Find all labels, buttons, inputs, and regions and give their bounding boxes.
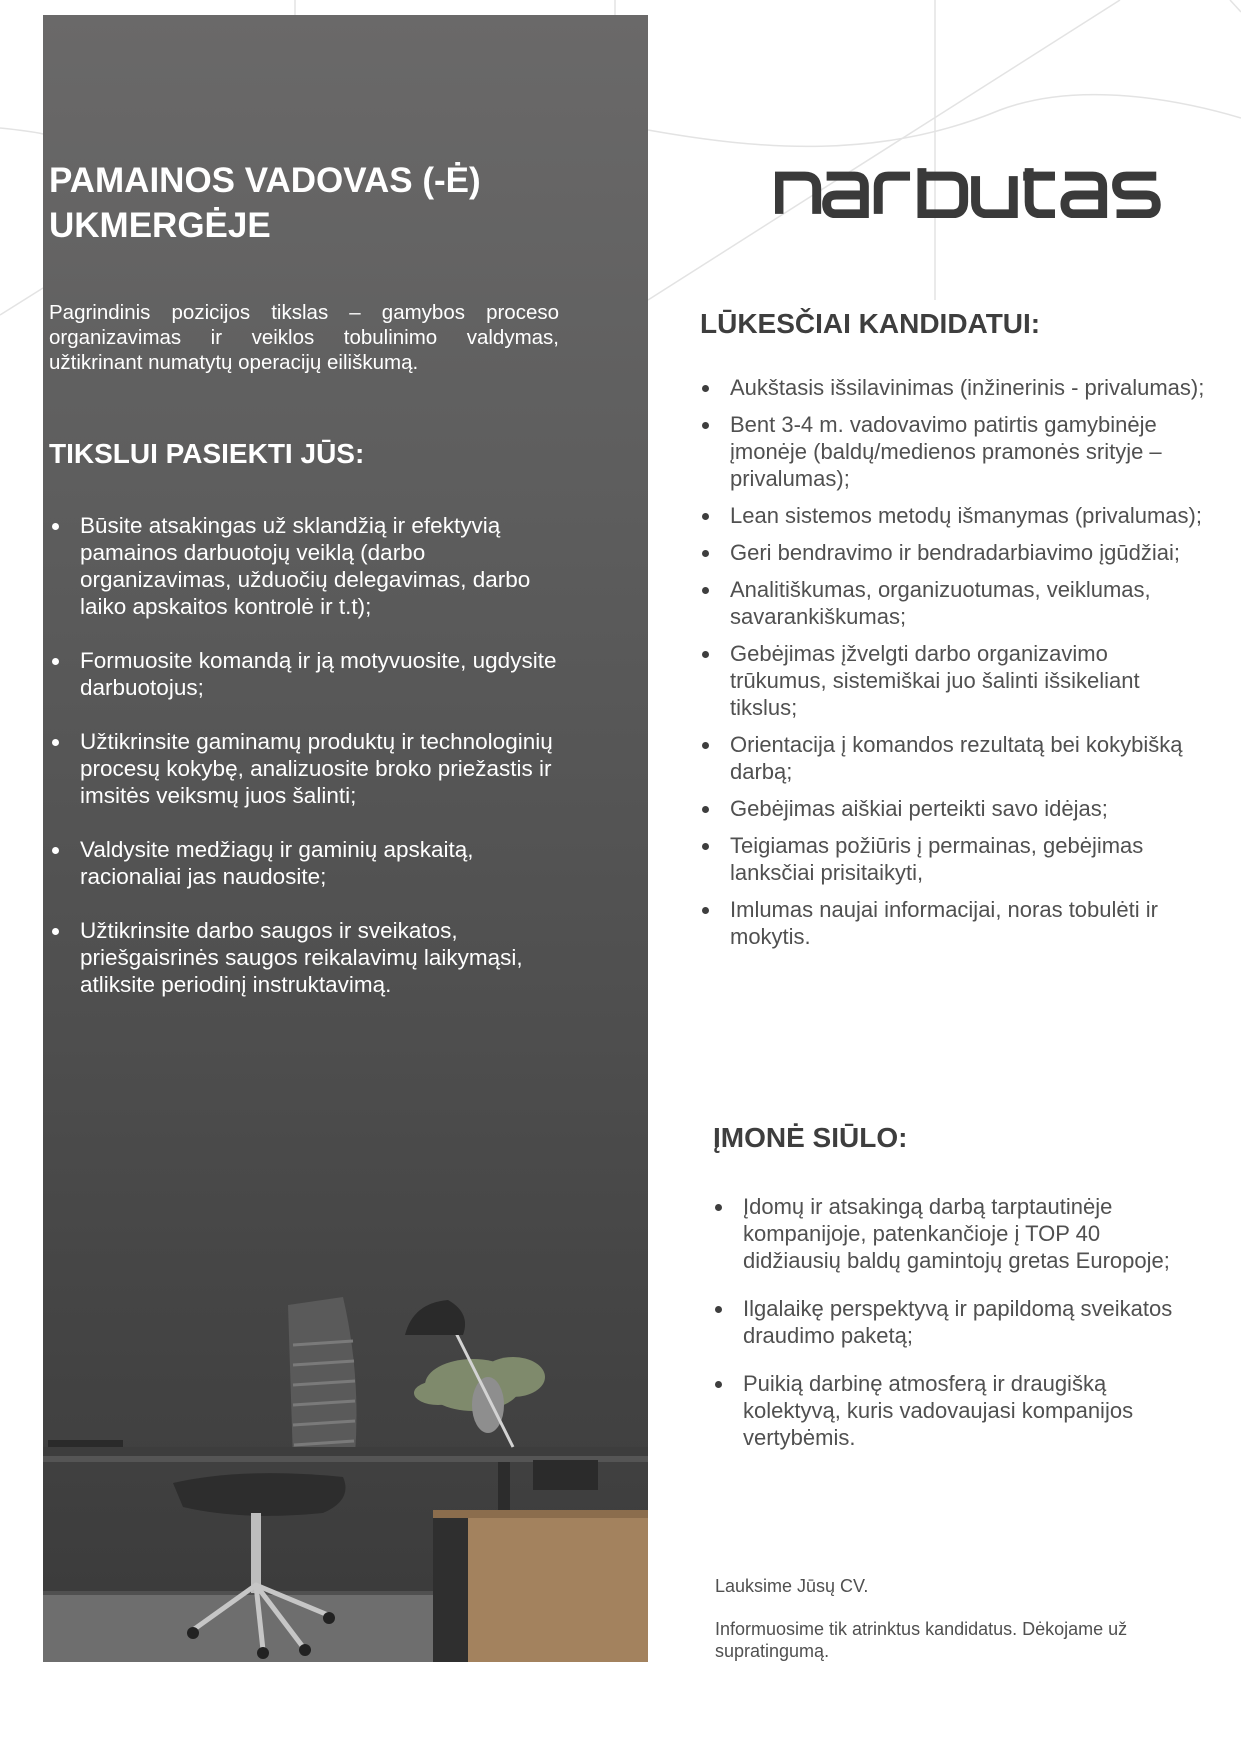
requirement-item: Gebėjimas aiškiai perteikti savo idėjas;	[700, 795, 1210, 822]
responsibility-item: Valdysite medžiagų ir gaminių apskaitą, racionaliai jas naudosite;	[49, 836, 569, 890]
requirement-item: Teigiamas požiūris į permainas, gebėjimas lanksčiai prisitaikyti,	[700, 832, 1210, 886]
cv-request-text: Lauksime Jūsų CV.	[715, 1576, 869, 1596]
offer-item: Puikią darbinę atmosferą ir draugišką kolektyvą, kuris vadovaujasi kompanijos vertybėmis.	[713, 1370, 1183, 1451]
offer-list	[713, 1193, 1183, 1472]
job-title	[49, 158, 549, 248]
requirement-item: Bent 3-4 m. vadovavimo patirtis gamybinėje įmonėje (baldų/medienos pramonės srityje – privalumas);	[700, 411, 1210, 492]
office-desk-photo	[43, 1255, 648, 1662]
offer-item: Įdomų ir atsakingą darbą tarptautinėje kompanijoje, patenkančioje į TOP 40 didžiausių baldų gamintojų gretas Europoje;	[713, 1193, 1183, 1274]
requirement-item: Lean sistemos metodų išmanymas (privalumas);	[700, 502, 1210, 529]
requirements-heading: LŪKESČIAI KANDIDATUI:	[700, 308, 1041, 339]
requirement-item: Imlumas naujai informacijai, noras tobulėti ir mokytis.	[700, 896, 1210, 950]
position-purpose: Pagrindinis pozicijos tikslas – gamybos proceso organizavimas ir veiklos tobulinimo valdymas, užtikrinant numatytų operacijų eiliškumą.	[49, 301, 559, 374]
requirement-item: Analitiškumas, organizuotumas, veiklumas, savarankiškumas;	[700, 576, 1210, 630]
requirement-item: Aukštasis išsilavinimas (inžinerinis - privalumas);	[700, 374, 1210, 401]
responsibility-item: Formuosite komandą ir ją motyvuosite, ugdysite darbuotojus;	[49, 647, 569, 701]
responsibilities-heading: TIKSLUI PASIEKTI JŪS:	[49, 438, 365, 469]
responsibility-item: Užtikrinsite darbo saugos ir sveikatos, priešgaisrinės saugos reikalavimų laikymąsi, atliksite periodinį instruktavimą.	[49, 917, 569, 998]
requirement-item: Gebėjimas įžvelgti darbo organizavimo trūkumus, sistemiškai juo šalinti išsikeliant tikslus;	[700, 640, 1210, 721]
requirement-item: Geri bendravimo ir bendradarbiavimo įgūdžiai;	[700, 539, 1210, 566]
requirement-item: Orientacija į komandos rezultatą bei kokybišką darbą;	[700, 731, 1210, 785]
responsibilities-list	[49, 512, 569, 1025]
closing-note: Informuosime tik atrinktus kandidatus. Dėkojame už supratingumą.	[715, 1619, 1128, 1661]
requirements-list	[700, 374, 1210, 960]
offer-item: Ilgalaikę perspektyvą ir papildomą sveikatos draudimo paketą;	[713, 1295, 1183, 1349]
job-title-line-2: UKMERGĖJE	[49, 206, 271, 245]
job-title-line-1: PAMAINOS VADOVAS (-Ė)	[49, 161, 481, 200]
offer-heading: ĮMONĖ SIŪLO:	[713, 1122, 908, 1153]
narbutas-logo	[775, 168, 1192, 218]
responsibility-item: Užtikrinsite gaminamų produktų ir technologinių procesų kokybę, analizuosite broko priežastis ir imsitės veiksmų juos šalinti;	[49, 728, 569, 809]
responsibility-item: Būsite atsakingas už sklandžią ir efektyvią pamainos darbuotojų veiklą (darbo organizavimas, užduočių delegavimas, darbo laiko apskaitos kontrolė ir t.t);	[49, 512, 569, 620]
